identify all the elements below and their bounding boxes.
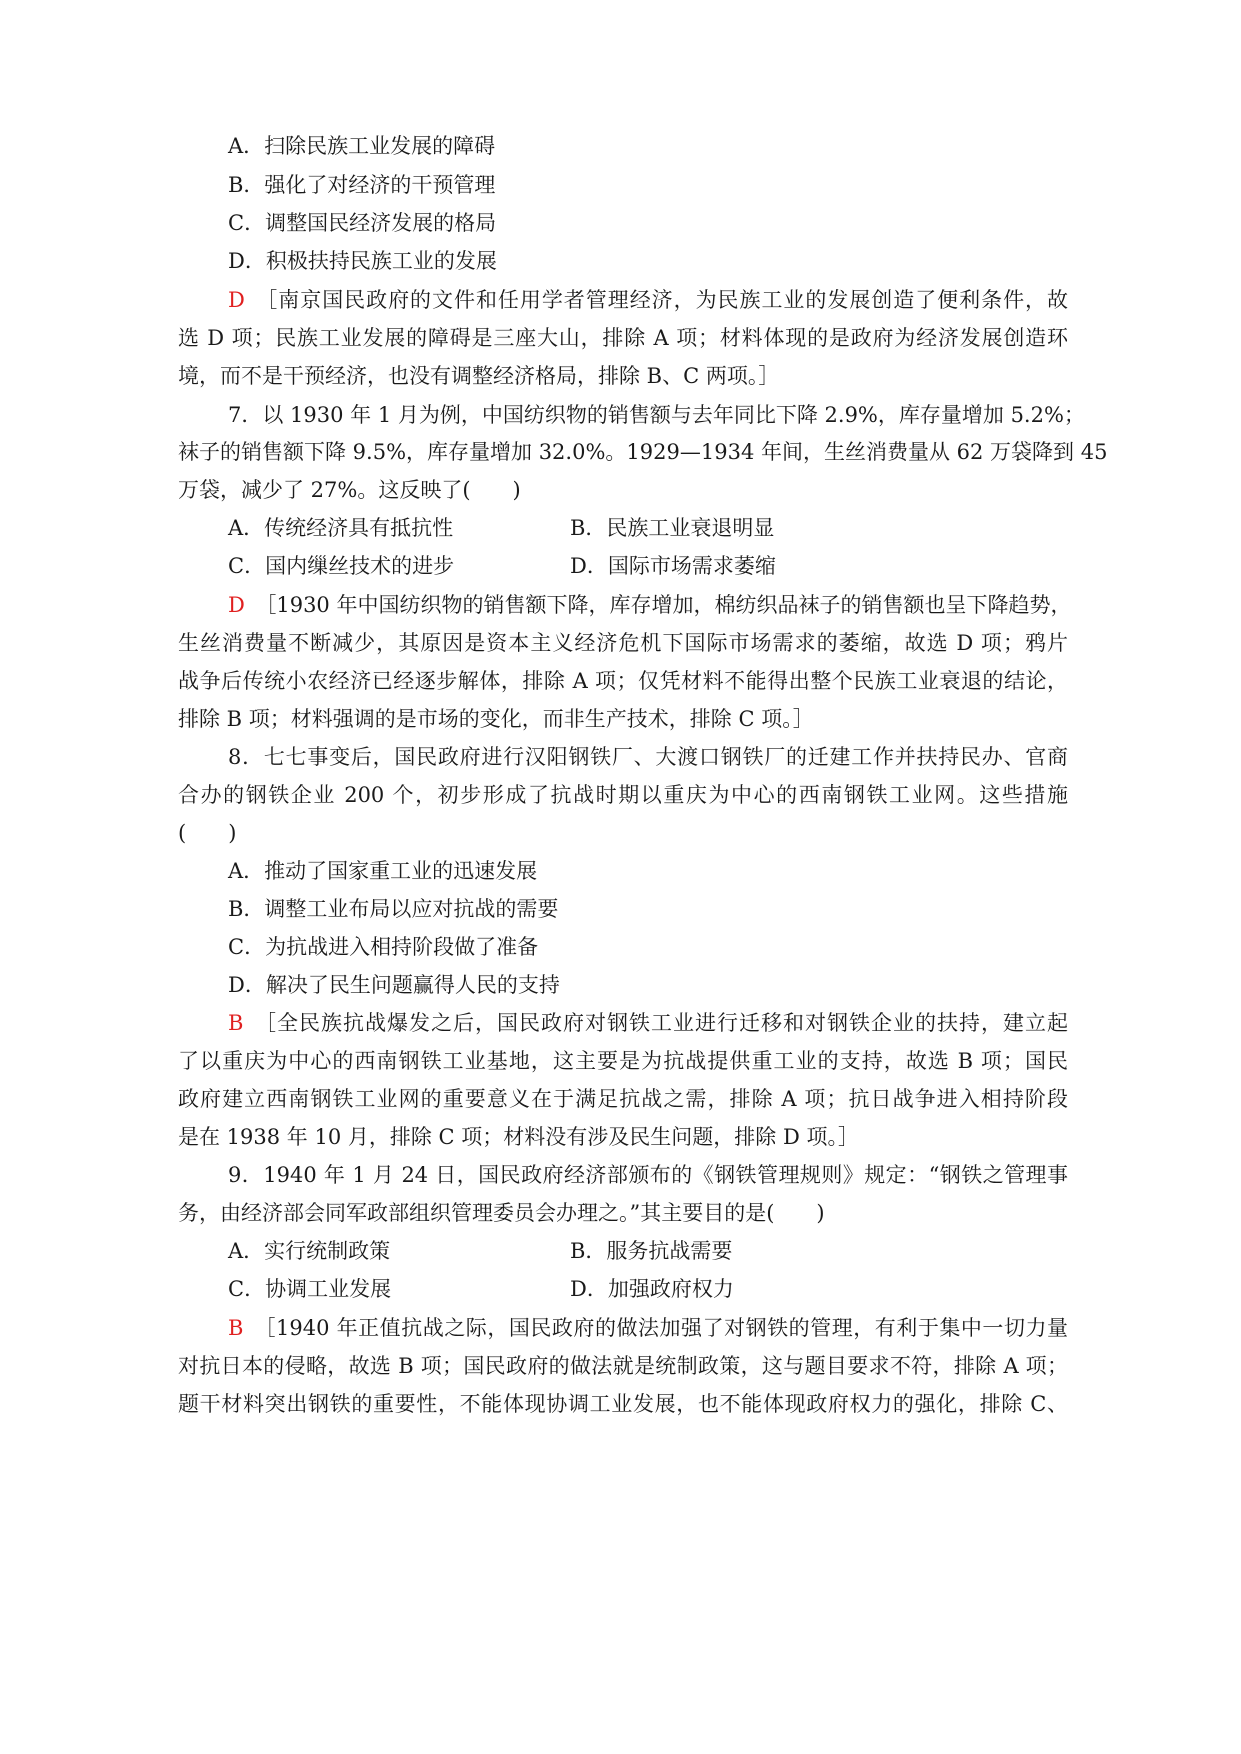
explanation-line: 排除 B 项；材料强调的是市场的变化，而非生产技术，排除 C 项。］ xyxy=(178,707,814,731)
option-d: D．解决了民生问题赢得人民的支持 xyxy=(228,973,560,997)
answer-letter: D xyxy=(228,593,245,617)
option-d: D．积极扶持民族工业的发展 xyxy=(228,249,497,273)
option-a: A．扫除民族工业发展的障碍 xyxy=(228,134,496,158)
explanation-line: 战争后传统小农经济已经逐步解体，排除 A 项；仅凭材料不能得出整个民族工业衰退的结论， xyxy=(178,669,1068,693)
option-b: B．民族工业衰退明显 xyxy=(570,516,775,540)
explanation-line: D ［南京国民政府的文件和任用学者管理经济，为民族工业的发展创造了便利条件，故 xyxy=(228,288,1068,312)
explanation-line: B ［1940 年正值抗战之际，国民政府的做法加强了对钢铁的管理，有利于集中一切力量 xyxy=(228,1316,1068,1340)
question-stem: ( ) xyxy=(178,821,237,845)
explanation-line: 生丝消费量不断减少，其原因是资本主义经济危机下国际市场需求的萎缩，故选 D 项；鸦片 xyxy=(178,631,1068,655)
question-stem: 万袋，减少了 27%。这反映了( ) xyxy=(178,478,521,502)
option-b: B．强化了对经济的干预管理 xyxy=(228,173,496,197)
answer-letter: D xyxy=(228,288,245,312)
answer-letter: B xyxy=(228,1316,244,1340)
question-stem: 9．1940 年 1 月 24 日，国民政府经济部颁布的《钢铁管理规则》规定：“钢铁之管理事 xyxy=(228,1163,1068,1187)
explanation-line: 境，而不是干预经济，也没有调整经济格局，排除 B、C 两项。］ xyxy=(178,364,780,388)
option-c: C．国内缫丝技术的进步 xyxy=(228,554,455,578)
option-c: C．为抗战进入相持阶段做了准备 xyxy=(228,935,539,959)
explanation-line: 题干材料突出钢铁的重要性，不能体现协调工业发展，也不能体现政府权力的强化，排除 C、 xyxy=(178,1392,1068,1416)
question-stem: 8．七七事变后，国民政府进行汉阳钢铁厂、大渡口钢铁厂的迁建工作并扶持民办、官商 xyxy=(228,745,1068,769)
explanation-line: 政府建立西南钢铁工业网的重要意义在于满足抗战之需，排除 A 项；抗日战争进入相持阶段 xyxy=(178,1087,1068,1111)
option-a: A．推动了国家重工业的迅速发展 xyxy=(228,859,538,883)
question-stem: 务，由经济部会同军政部组织管理委员会办理之。”其主要目的是( ) xyxy=(178,1201,825,1225)
option-a: A．实行统制政策 xyxy=(228,1239,391,1263)
option-c: C．调整国民经济发展的格局 xyxy=(228,211,497,235)
option-c: C．协调工业发展 xyxy=(228,1277,392,1301)
explanation-line: 选 D 项；民族工业发展的障碍是三座大山，排除 A 项；材料体现的是政府为经济发展创造环 xyxy=(178,326,1068,350)
explanation-line: D ［1930 年中国纺织物的销售额下降，库存增加，棉纺织品袜子的销售额也呈下降趋势， xyxy=(228,593,1072,617)
question-stem: 合办的钢铁企业 200 个，初步形成了抗战时期以重庆为中心的西南钢铁工业网。这些措施 xyxy=(178,783,1068,807)
option-b: B．调整工业布局以应对抗战的需要 xyxy=(228,897,559,921)
explanation-line: 了以重庆为中心的西南钢铁工业基地，这主要是为抗战提供重工业的支持，故选 B 项；国民 xyxy=(178,1049,1068,1073)
option-a: A．传统经济具有抵抗性 xyxy=(228,516,454,540)
question-stem: 袜子的销售额下降 9.5%，库存量增加 32.0%。1929—1934 年间，生丝消费量从 62 万袋降到 45 xyxy=(178,440,1108,464)
answer-letter: B xyxy=(228,1011,244,1035)
option-d: D．加强政府权力 xyxy=(570,1277,734,1301)
explanation-line: B ［全民族抗战爆发之后，国民政府对钢铁工业进行迁移和对钢铁企业的扶持，建立起 xyxy=(228,1011,1068,1035)
question-stem: 7．以 1930 年 1 月为例，中国纺织物的销售额与去年同比下降 2.9%，库存量增加 5.2%； xyxy=(228,403,1085,427)
explanation-line: 是在 1938 年 10 月，排除 C 项；材料没有涉及民生问题，排除 D 项。］ xyxy=(178,1125,859,1149)
option-d: D．国际市场需求萎缩 xyxy=(570,554,776,578)
option-b: B．服务抗战需要 xyxy=(570,1239,733,1263)
explanation-line: 对抗日本的侵略，故选 B 项；国民政府的做法就是统制政策，这与题目要求不符，排除 A 项； xyxy=(178,1354,1068,1378)
